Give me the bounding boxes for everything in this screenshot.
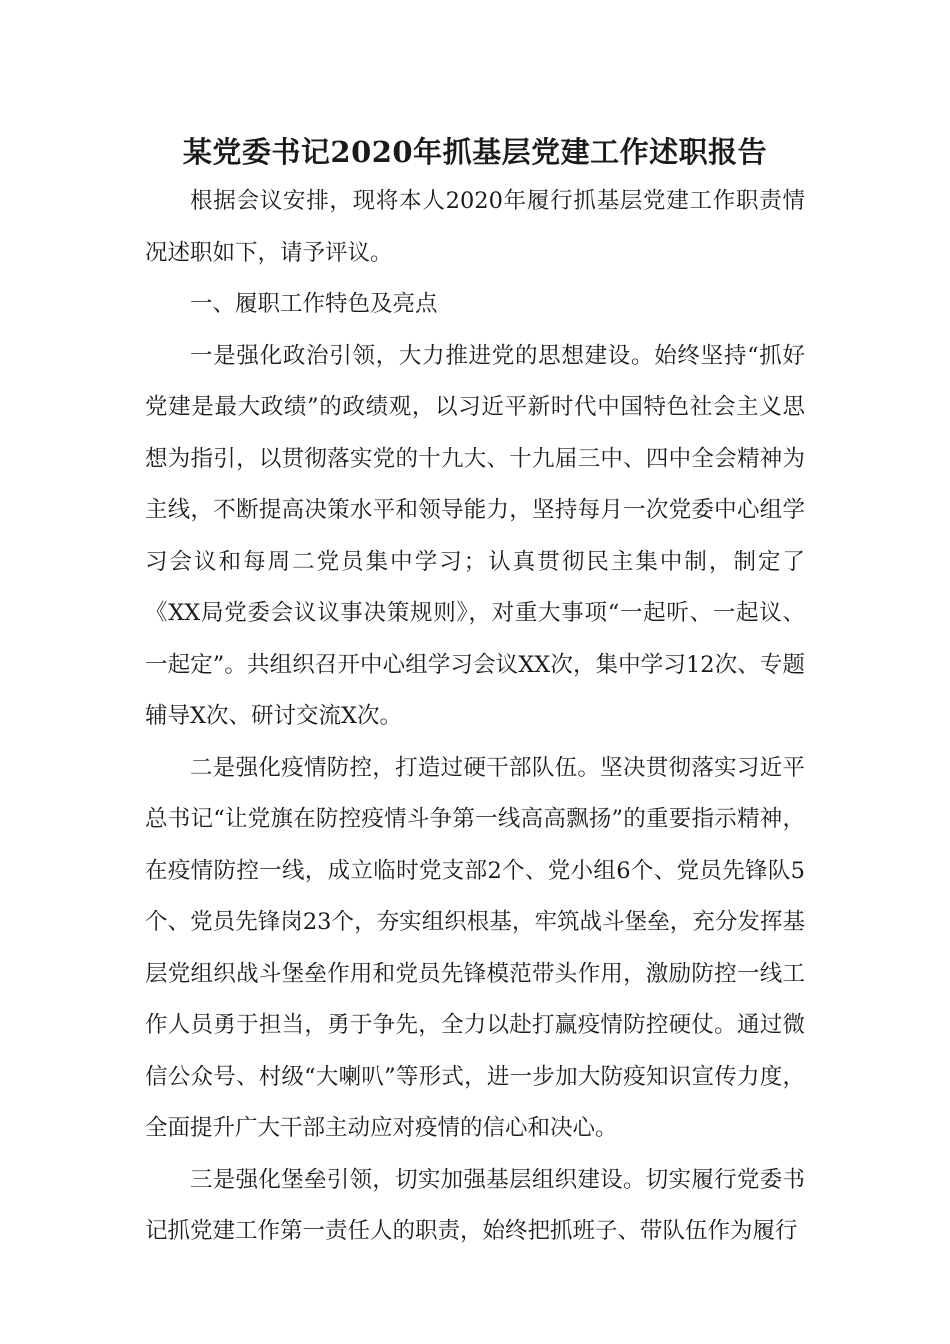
paragraph-point-2: 二是强化疫情防控，打造过硬干部队伍。坚决贯彻落实习近平总书记“让党旗在防控疫情斗争第一线高高飘扬”的重要指示精神，在疫情防控一线，成立临时党支部2个、党小组6个、党员先锋队5个、党员先锋岗23个，夯实组织根基，牢筑战斗堡垒，充分发挥基层党组织战斗堡垒作用和党员先锋模范带头作用，激励防控一线工作人员勇于担当，勇于争先，全力以赴打赢疫情防控硬仗。通过微信公众号、村级“大喇叭”等形式，进一步加大防疫知识宣传力度，全面提升广大干部主动应对疫情的信心和决心。: [145, 754, 805, 1141]
paragraph-intro: 根据会议安排，现将本人2020年履行抓基层党建工作职责情况述职如下，请予评议。: [145, 188, 805, 266]
paragraph-point-3: 三是强化堡垒引领，切实加强基层组织建设。切实履行党委书记抓党建工作第一责任人的职责，始终把抓班子、带队伍作为履行: [145, 1166, 805, 1244]
document-page: [145, 128, 805, 1258]
paragraph-point-1: 一是强化政治引领，大力推进党的思想建设。始终坚持“抓好党建是最大政绩”的政绩观，以习近平新时代中国特色社会主义思想为指引，以贯彻落实党的十九大、十九届三中、四中全会精神为主线，不断提高决策水平和领导能力，坚持每月一次党委中心组学习会议和每周二党员集中学习；认真贯彻民主集中制，制定了《XX局党委会议议事决策规则》，对重大事项“一起听、一起议、一起定”。共组织召开中心组学习会议XX次，集中学习12次、专题辅导X次、研讨交流X次。: [145, 342, 805, 729]
document-title: 某党委书记2020年抓基层党建工作述职报告: [182, 135, 768, 169]
section-heading-1: 一、履职工作特色及亮点: [190, 291, 438, 317]
